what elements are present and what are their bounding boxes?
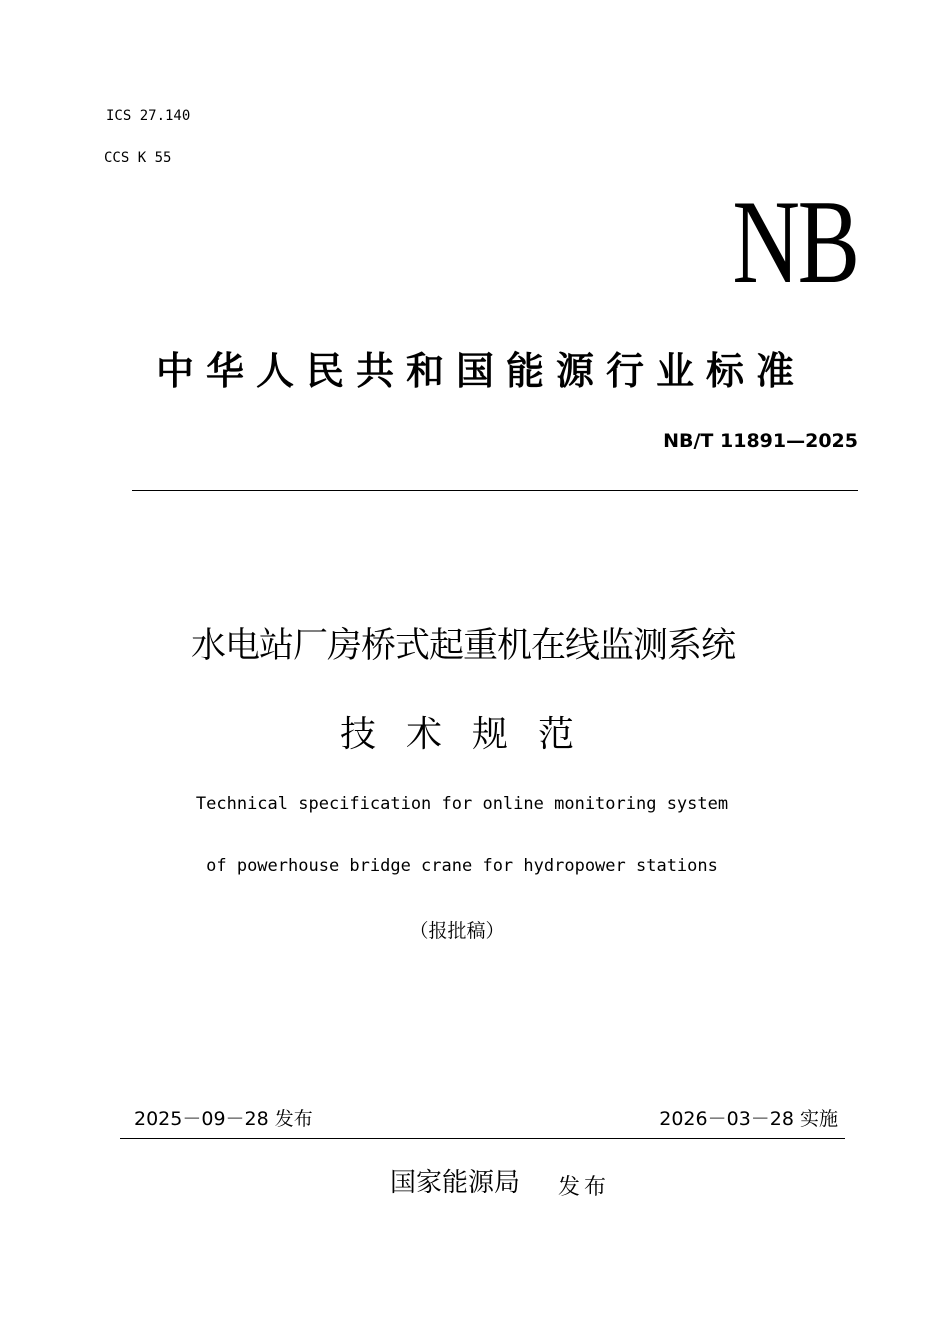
- top-divider: [132, 490, 858, 491]
- document-title-en-line1: Technical specification for online monitoring system: [195, 794, 729, 814]
- standard-category-title: 中华人民共和国能源行业标准: [155, 348, 806, 393]
- publisher-action: 发布: [558, 1175, 611, 1200]
- ics-code: ICS 27.140: [106, 108, 191, 124]
- implementation-date: 2026－03－28 实施: [659, 1108, 838, 1130]
- document-title-cn-line1: 水电站厂房桥式起重机在线监测系统: [190, 626, 735, 666]
- ccs-code: CCS K 55: [104, 150, 172, 166]
- draft-status: （报批稿）: [409, 920, 505, 942]
- standard-mark: NB: [732, 175, 858, 308]
- standard-number: NB/T 11891—2025: [663, 430, 858, 452]
- publisher-name: 国家能源局: [390, 1168, 521, 1198]
- bottom-divider: [120, 1138, 845, 1139]
- issue-date: 2025－09－28 发布: [134, 1108, 313, 1130]
- document-title-cn-line2: 技术规范: [339, 714, 604, 755]
- document-title-en-line2: of powerhouse bridge crane for hydropower stations: [206, 856, 718, 876]
